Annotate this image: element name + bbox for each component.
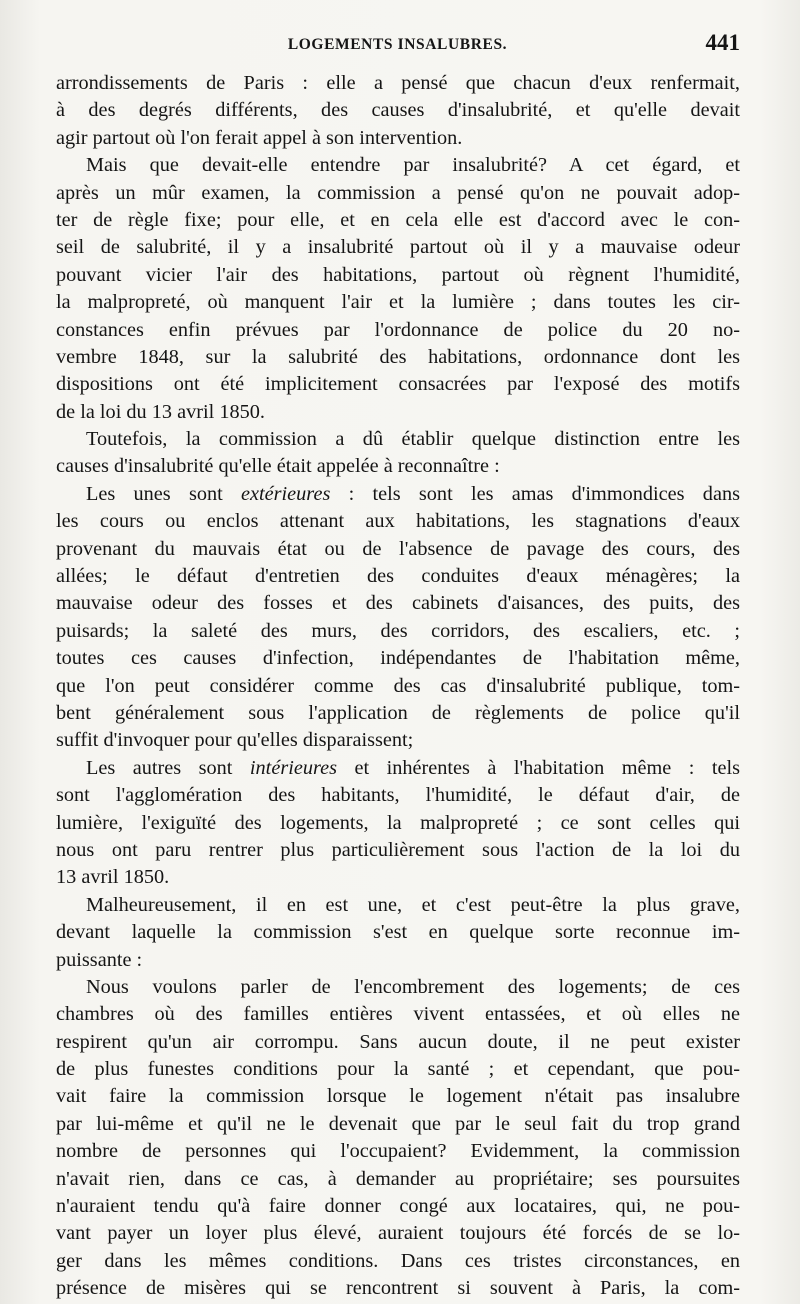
text-line: 13 avril 1850. — [56, 866, 170, 889]
text-line: mauvaise odeur des fosses et des cabinets d'aisances, des puits, des — [56, 592, 740, 615]
text-line: devant laquelle la commission s'est en quelque sorte reconnue im- — [56, 921, 740, 944]
text-line: la malpropreté, où manquent l'air et la lumière ; dans toutes les cir- — [56, 291, 740, 314]
text-line: de la loi du 13 avril 1850. — [56, 400, 265, 423]
text-line: sont l'agglomération des habitants, l'humidité, le défaut d'air, de — [56, 784, 740, 807]
text-line: puisards; la saleté des murs, des corridors, des escaliers, etc. ; — [56, 619, 740, 642]
text-line: constances enfin prévues par l'ordonnance de police du 20 no- — [56, 318, 740, 341]
text-line: seil de salubrité, il y a insalubrité partout où il y a mauvaise odeur — [56, 236, 740, 259]
text-line: présence de misères qui se rencontrent si souvent à Paris, la com- — [56, 1277, 740, 1300]
text-line: nous ont paru rentrer plus particulièrement sous l'action de la loi du — [56, 838, 740, 861]
text-line: lumière, l'exiguïté des logements, la malpropreté ; ce sont celles qui — [56, 811, 740, 834]
text-line: allées; le défaut d'entretien des conduites d'eaux ménagères; la — [56, 565, 740, 588]
text-line: dispositions ont été implicitement consacrées par l'exposé des motifs — [56, 373, 740, 396]
text-line: ger dans les mêmes conditions. Dans ces tristes circonstances, en — [56, 1249, 740, 1272]
text-line: suffit d'invoquer pour qu'elles disparaissent; — [56, 729, 414, 752]
page-number: 441 — [705, 30, 740, 55]
text-line: Les autres sont intérieures et inhérentes à l'habitation même : tels — [86, 756, 740, 779]
text-line: de plus funestes conditions pour la santé ; et cependant, que pou- — [56, 1058, 740, 1081]
text-line: bent généralement sous l'application de règlements de police qu'il — [56, 701, 740, 724]
text-line: ter de règle fixe; pour elle, et en cela elle est d'accord avec le con- — [56, 208, 740, 231]
text-line: agir partout où l'on ferait appel à son intervention. — [56, 126, 463, 149]
text-line: après un mûr examen, la commission a pensé qu'on ne pouvait adop- — [56, 181, 740, 204]
text-line: pouvant vicier l'air des habitations, partout où règnent l'humidité, — [56, 263, 740, 286]
text-line: puissante : — [56, 948, 143, 971]
text-line: vant payer un loyer plus élevé, auraient toujours été forcés de se lo- — [56, 1222, 740, 1245]
text-line: vait faire la commission lorsque le logement n'était pas insalubre — [56, 1085, 740, 1108]
text-line: vembre 1848, sur la salubrité des habitations, ordonnance dont les — [56, 345, 740, 368]
text-line: arrondissements de Paris : elle a pensé que chacun d'eux renfermait, — [56, 72, 740, 94]
page-header — [55, 30, 740, 64]
text-line: n'avait rien, dans ce cas, à demander au propriétaire; ses poursuites — [56, 1167, 740, 1190]
text-line: Toutefois, la commission a dû établir quelque distinction entre les — [86, 428, 740, 451]
text-line: que l'on peut considérer comme des cas d'insalubrité publique, tom- — [56, 674, 740, 697]
text-line: provenant du mauvais état ou de l'absence de pavage des cours, des — [56, 537, 740, 560]
text-line: Les unes sont extérieures : tels sont les amas d'immondices dans — [86, 482, 740, 505]
text-line: Malheureusement, il en est une, et c'est peut-être la plus grave, — [86, 893, 740, 916]
text-line: respirent qu'un air corrompu. Sans aucun doute, il ne peut exister — [56, 1030, 740, 1053]
text-line: n'auraient tendu qu'à faire donner congé aux locataires, qui, ne pou- — [56, 1195, 740, 1218]
text-line: toutes ces causes d'infection, indépendantes de l'habitation même, — [56, 647, 740, 670]
text-line: causes d'insalubrité qu'elle était appelée à reconnaître : — [56, 455, 500, 478]
text-line: par lui-même et qu'il ne le devenait que par le seul fait du trop grand — [56, 1112, 740, 1135]
text-line: à des degrés différents, des causes d'insalubrité, et qu'elle devait — [56, 99, 740, 122]
body-text — [56, 70, 740, 1303]
running-head: LOGEMENTS INSALUBRES. — [287, 36, 508, 53]
text-line: nombre de personnes qui l'occupaient? Evidemment, la commission — [56, 1140, 740, 1163]
text-line: Nous voulons parler de l'encombrement des logements; de ces — [86, 975, 740, 998]
text-line: chambres où des familles entières vivent entassées, et où elles ne — [56, 1003, 740, 1026]
text-line: Mais que devait-elle entendre par insalubrité? A cet égard, et — [86, 154, 740, 177]
text-line: les cours ou enclos attenant aux habitations, les stagnations d'eaux — [56, 510, 740, 533]
